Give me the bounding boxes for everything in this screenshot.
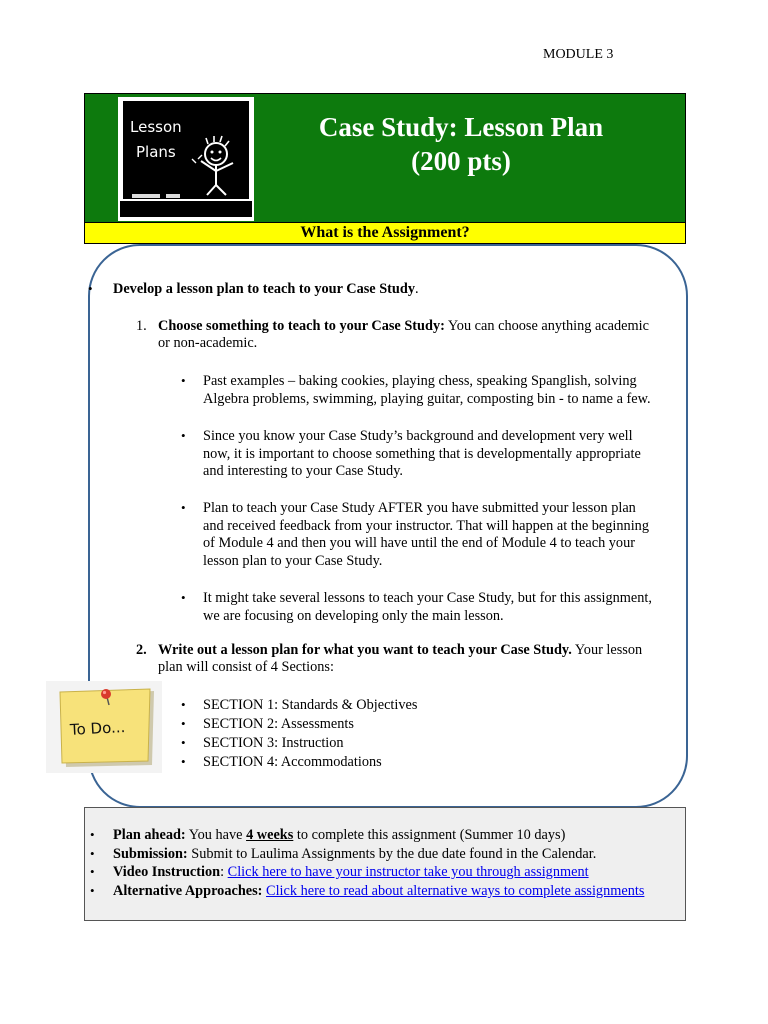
list-item-line: and interesting to your Case Study. xyxy=(203,463,403,479)
submission-label: Submission: xyxy=(113,846,188,862)
section-item: SECTION 1: Standards & Objectives xyxy=(203,697,418,713)
plan-pre: You have xyxy=(185,827,247,843)
step1-text xyxy=(158,318,649,336)
step2-bold: Write out a lesson plan for what you want to teach your Case Study. xyxy=(158,642,572,658)
submission-item xyxy=(113,846,596,864)
bullet-icon: • xyxy=(181,590,186,605)
bullet-icon: • xyxy=(181,500,186,515)
list-item-line: It might take several lessons to teach your Case Study, but for this assignment, xyxy=(203,590,652,606)
bullet-icon: • xyxy=(181,373,186,388)
list-item xyxy=(203,500,649,570)
list-item-line: Algebra problems, swimming, playing guitar, composting bin - to name a few. xyxy=(203,390,651,407)
submission-text: Submit to Laulima Assignments by the due date found in the Calendar. xyxy=(187,846,597,862)
bullet-icon: • xyxy=(181,697,186,712)
list-item xyxy=(203,373,651,408)
list-item-line: Past examples – baking cookies, playing chess, speaking Spanglish, solving xyxy=(203,373,637,389)
list-item-line: Since you know your Case Study’s background and development very well xyxy=(203,428,633,444)
step2-line1: Your lesson xyxy=(571,642,643,658)
module-label: MODULE 3 xyxy=(543,47,614,62)
section-item: SECTION 2: Assessments xyxy=(203,716,354,732)
bullet-icon: • xyxy=(181,754,186,769)
video-instruction-link[interactable]: Click here to have your instructor take you through assignment xyxy=(227,864,589,880)
list-item-line: Plan to teach your Case Study AFTER you have submitted your lesson plan xyxy=(203,500,636,516)
page-title xyxy=(260,110,662,178)
intro-end: . xyxy=(414,281,419,297)
intro-bold: Develop a lesson plan to teach to your Case Study xyxy=(113,281,415,297)
step1-line1: You can choose anything academic xyxy=(444,318,649,334)
list-item-line: now, it is important to choose something that is developmentally appropriate xyxy=(203,445,641,462)
video-item xyxy=(113,864,589,882)
list-item xyxy=(203,590,652,625)
title-line2: (200 pts) xyxy=(411,146,511,176)
alt-label: Alternative Approaches: xyxy=(113,883,263,899)
plan-label: Plan ahead: xyxy=(113,827,186,843)
bullet-icon: • xyxy=(90,827,95,842)
assignment-heading: What is the Assignment? xyxy=(84,222,686,244)
step1-line2: or non-academic. xyxy=(158,335,258,351)
list-item-line: of Module 4 and then you will have until the end of Module 4 to teach your xyxy=(203,535,635,551)
header-banner xyxy=(84,93,686,223)
bullet-icon: • xyxy=(90,883,95,898)
logo-line1: Lesson xyxy=(130,118,182,136)
step1-number: 1. xyxy=(136,318,147,334)
step2-text xyxy=(158,642,642,660)
todo-note-text: To Do... xyxy=(69,718,126,739)
bullet-icon: • xyxy=(90,846,95,861)
bullet-icon: • xyxy=(181,735,186,750)
plan-post: to complete this assignment (Summer 10 days) xyxy=(293,827,566,843)
intro-item xyxy=(113,281,419,299)
step1-bold: Choose something to teach to your Case Study: xyxy=(158,318,445,334)
section-item: SECTION 4: Accommodations xyxy=(203,754,382,770)
alternative-item xyxy=(113,883,644,901)
section-item: SECTION 3: Instruction xyxy=(203,735,344,751)
alternative-approaches-link[interactable]: Click here to read about alternative ways to complete assignments xyxy=(266,883,645,899)
bullet-icon: • xyxy=(90,864,95,879)
plan-weeks: 4 weeks xyxy=(246,827,294,843)
list-item-line: lesson plan to your Case Study. xyxy=(203,552,383,569)
bullet-icon: • xyxy=(88,281,93,296)
bullet-icon: • xyxy=(181,428,186,443)
video-sep: : xyxy=(220,864,228,880)
list-item-line: and received feedback from your instructor. That will happen at the beginning xyxy=(203,517,649,534)
step2-number: 2. xyxy=(136,642,147,658)
sticky-note-icon xyxy=(46,681,162,773)
step2-line2: plan will consist of 4 Sections: xyxy=(158,659,334,675)
bullet-icon: • xyxy=(181,716,186,731)
title-line1: Case Study: Lesson Plan xyxy=(318,112,604,142)
lesson-plans-logo-icon xyxy=(118,97,254,221)
list-item xyxy=(203,428,641,481)
plan-ahead-item xyxy=(113,827,565,845)
video-label: Video Instruction xyxy=(113,864,221,880)
logo-line2: Plans xyxy=(136,143,176,161)
list-item-line: we are focusing on developing only the main lesson. xyxy=(203,607,504,624)
